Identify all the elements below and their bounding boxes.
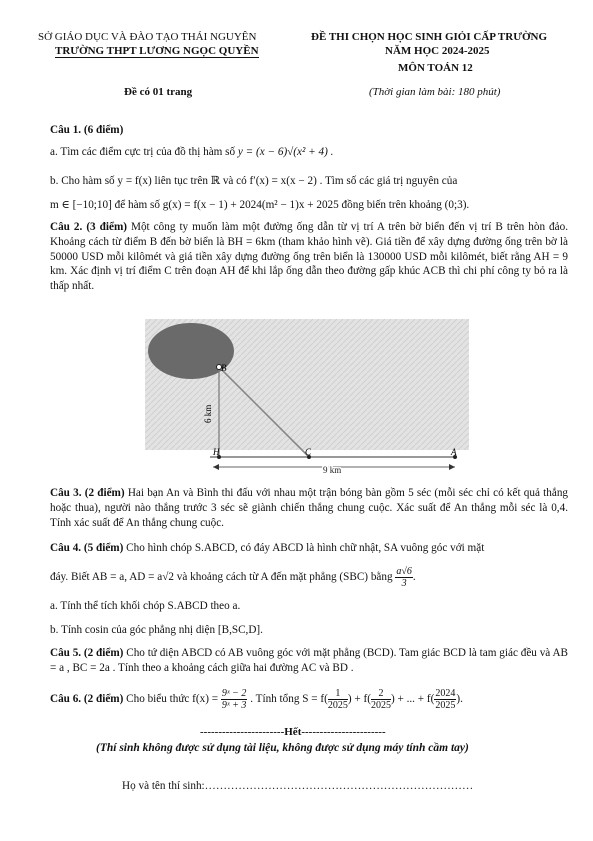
q1-part-b-line2: m ∈ [−10;10] để hàm số g(x) = f(x − 1) + 2024(m² − 1)x + 2025 đồng biến trên khoảng (0;3). (50, 199, 470, 211)
q4-line2: đáy. Biết AB = a, AD = a√2 và khoảng cách từ A đến mặt phẳng (SBC) bằng $\frac{a√6}{3}$ . (50, 566, 416, 589)
q2-text: Một công ty muốn làm một đường ống dẫn từ vị trí A trên bờ biển đến vị trí B trên hòn đảo. Khoảng cách từ điểm B đến bờ biển là BH = 6km (tham khảo hình vẽ). Giá tiền để xây dựng đường ống trên bờ là 50000 USD mỗi kilômét và giá tiền xây dựng đường ống trên biển là 130000 USD mỗi kilômét, biết rằng AH = 9 km. Xác định vị trí điểm C trên đoạn AH để khi lắp ống dẫn theo đường gấp khúc ACB thì chi phí công ty bỏ ra là thấp nhất. (50, 221, 568, 293)
term1-fraction: $\frac{1}{2025}$ (327, 688, 348, 711)
q2-title: Câu 2. (3 điểm) (50, 221, 127, 233)
q5-paragraph (50, 646, 568, 676)
q6-line: Câu 6. (2 điểm) Cho biểu thức f(x) = $\frac{\text{9ˣ − 2}}{\text{9ˣ + 3}}$ . Tính tổng S = f( $\frac{1}{2025}$ ) + f( $\frac{2}{2025}$ ) + ... + f( $\frac{2024}{2025}$ ). (50, 688, 463, 711)
term2-fraction: $\frac{2}{2025}$ (370, 688, 391, 711)
q4-line1: Câu 4. (5 điểm) Cho hình chóp S.ABCD, có đáy ABCD là hình chữ nhật, SA vuông góc với mặt (50, 542, 485, 554)
q4-distance-fraction: $\frac{a√6}{3}$ (396, 566, 412, 589)
subject: MÔN TOÁN 12 (398, 62, 473, 74)
school-name: TRƯỜNG THPT LƯƠNG NGỌC QUYỀN (55, 45, 259, 57)
label-9km: 9 km (323, 465, 342, 475)
f-fraction: $\frac{\text{9ˣ − 2}}{\text{9ˣ + 3}}$ (221, 688, 247, 711)
q4-part-b: b. Tính cosin của góc phẳng nhị diện [B,SC,D]. (50, 624, 263, 636)
pages-note: Đề có 01 trang (124, 86, 193, 98)
q1-a-formula: y = (x − 6)√(x² + 4) . (237, 146, 334, 158)
label-c: C (305, 447, 312, 457)
candidate-name-line: Họ và tên thí sinh:……………………………………………………………… (122, 780, 474, 792)
dept-name: SỞ GIÁO DỤC VÀ ĐÀO TẠO THÁI NGUYÊN (38, 31, 257, 43)
q5-title: Câu 5. (2 điểm) (50, 647, 124, 659)
q4-title: Câu 4. (5 điểm) (50, 542, 124, 554)
q3-text: Hai bạn An và Bình thi đấu với nhau một trận bóng bàn gồm 5 séc (mỗi séc chỉ có kết quả thắng hoặc thua), người nào thắng trước 3 séc sẽ giành chiến thắng chung cuộc. Xác suất để An thắng mỗi séc là 0,4. Tính xác suất để An thắng chung cuộc. (50, 487, 569, 529)
label-b: B (221, 363, 227, 373)
label-6km: 6 km (203, 404, 213, 423)
q2-paragraph (50, 220, 568, 294)
candidate-note: (Thí sinh không được sử dụng tài liệu, không được sử dụng máy tính cầm tay) (96, 742, 469, 754)
label-h: H (213, 447, 220, 457)
q1-part-b-line1: b. Cho hàm số y = f(x) liên tục trên ℝ và có f′(x) = x(x − 2) . Tìm số các giá trị nguyên của (50, 175, 458, 187)
q6-title: Câu 6. (2 điểm) (50, 693, 124, 706)
exam-title: ĐỀ THI CHỌN HỌC SINH GIỎI CẤP TRƯỜNG (311, 31, 548, 43)
label-a: A (451, 447, 457, 457)
term3-fraction: $\frac{2024}{2025}$ (435, 688, 456, 711)
q3-paragraph (50, 486, 568, 530)
q1-part-a: a. Tìm các điểm cực trị của đồ thị hàm số y = (x − 6)√(x² + 4) . (50, 146, 334, 158)
coastline-figure (145, 319, 469, 479)
time-note: (Thời gian làm bài: 180 phút) (369, 86, 501, 98)
end-mark: -----------------------Hết----------------------- (200, 726, 386, 738)
q4-part-a: a. Tính thể tích khối chóp S.ABCD theo a. (50, 600, 241, 612)
q1-title: Câu 1. (6 điểm) (50, 124, 124, 136)
school-year: NĂM HỌC 2024-2025 (385, 45, 490, 57)
q3-title: Câu 3. (2 điểm) (50, 487, 125, 499)
q5-text: Cho tứ diện ABCD có AB vuông góc với mặt phẳng (BCD). Tam giác BCD là tam giác đều và AB = a , BC = 2a . Tính theo a khoảng cách giữa hai đường AC và BD . (50, 647, 568, 674)
